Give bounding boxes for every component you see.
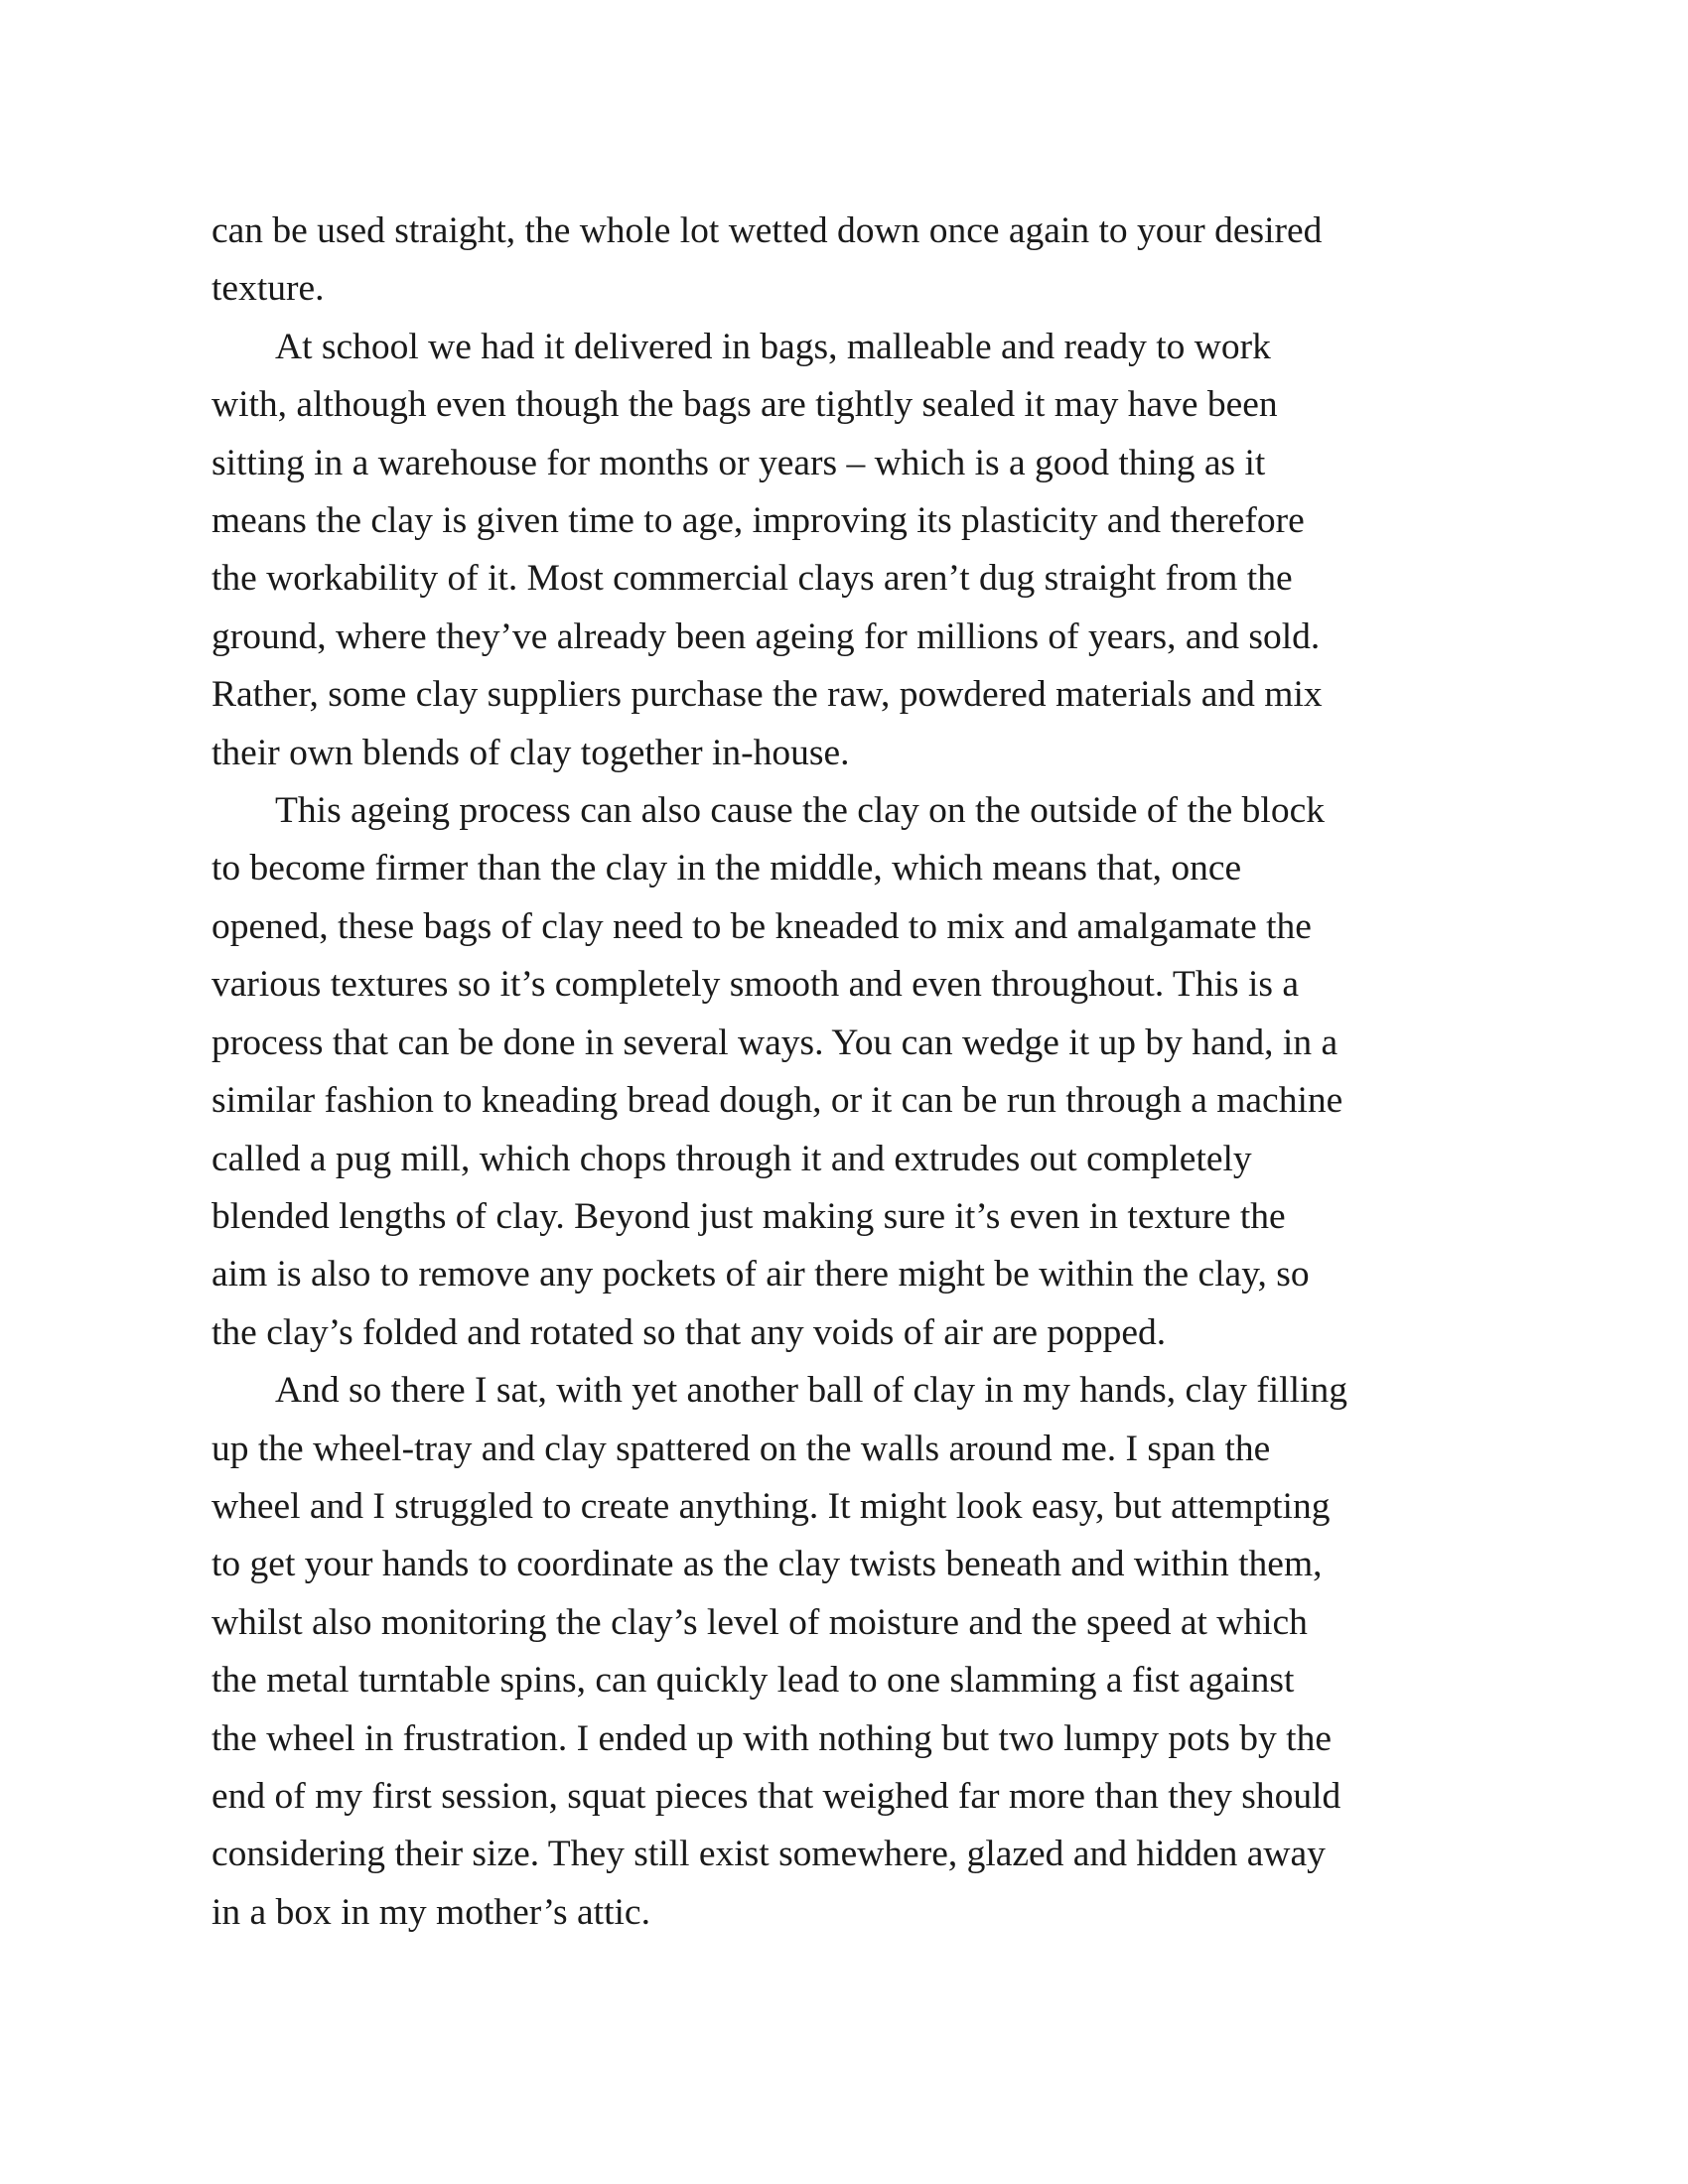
text-line: various textures so it’s completely smooth and even throughout. This is a: [211, 964, 1299, 1006]
body-text: [211, 203, 1492, 1942]
text-line: process that can be done in several ways. You can wedge it up by hand, in a: [211, 1022, 1338, 1063]
text-line: considering their size. They still exist somewhere, glazed and hidden away: [211, 1834, 1326, 1875]
paragraph-4: [211, 1362, 1492, 1942]
text-line: called a pug mill, which chops through it and extrudes out completely: [211, 1138, 1252, 1179]
text-line: similar fashion to kneading bread dough, or it can be run through a machine: [211, 1080, 1343, 1122]
text-line: in a box in my mother’s attic.: [211, 1891, 650, 1933]
text-line: whilst also monitoring the clay’s level of moisture and the speed at which: [211, 1601, 1308, 1643]
text-line: ground, where they’ve already been ageing for millions of years, and sold.: [211, 615, 1321, 657]
text-line: Rather, some clay suppliers purchase the raw, powdered materials and mix: [211, 674, 1323, 716]
paragraph-3: [211, 782, 1492, 1362]
text-line: aim is also to remove any pockets of air there might be within the clay, so: [211, 1254, 1310, 1296]
paragraph-2: [211, 319, 1492, 782]
text-line: their own blends of clay together in-house.: [211, 732, 850, 773]
text-line: to get your hands to coordinate as the clay twists beneath and within them,: [211, 1544, 1323, 1585]
text-line: This ageing process can also cause the clay on the outside of the block: [275, 790, 1325, 832]
text-line: up the wheel-tray and clay spattered on the walls around me. I span the: [211, 1428, 1271, 1469]
text-line: end of my first session, squat pieces that weighed far more than they should: [211, 1775, 1341, 1817]
text-line: means the clay is given time to age, improving its plasticity and therefore: [211, 500, 1305, 542]
text-line: the metal turntable spins, can quickly lead to one slamming a fist against: [211, 1660, 1295, 1702]
text-line: wheel and I struggled to create anything. It might look easy, but attempting: [211, 1485, 1331, 1527]
text-line: the wheel in frustration. I ended up with nothing but two lumpy pots by the: [211, 1717, 1332, 1759]
paragraph-1: [211, 203, 1492, 319]
text-line: And so there I sat, with yet another ball of clay in my hands, clay filling: [275, 1370, 1347, 1412]
text-line: At school we had it delivered in bags, malleable and ready to work: [275, 326, 1271, 367]
text-line: sitting in a warehouse for months or years – which is a good thing as it: [211, 442, 1266, 483]
text-line: texture.: [211, 268, 325, 310]
text-line: opened, these bags of clay need to be kneaded to mix and amalgamate the: [211, 905, 1312, 947]
text-line: the workability of it. Most commercial clays aren’t dug straight from the: [211, 558, 1293, 600]
text-line: with, although even though the bags are tightly sealed it may have been: [211, 384, 1278, 426]
text-line: to become firmer than the clay in the middle, which means that, once: [211, 848, 1242, 889]
text-line: blended lengths of clay. Beyond just making sure it’s even in texture the: [211, 1195, 1286, 1237]
text-line: the clay’s folded and rotated so that any voids of air are popped.: [211, 1311, 1167, 1353]
text-line: can be used straight, the whole lot wetted down once again to your desired: [211, 210, 1323, 251]
